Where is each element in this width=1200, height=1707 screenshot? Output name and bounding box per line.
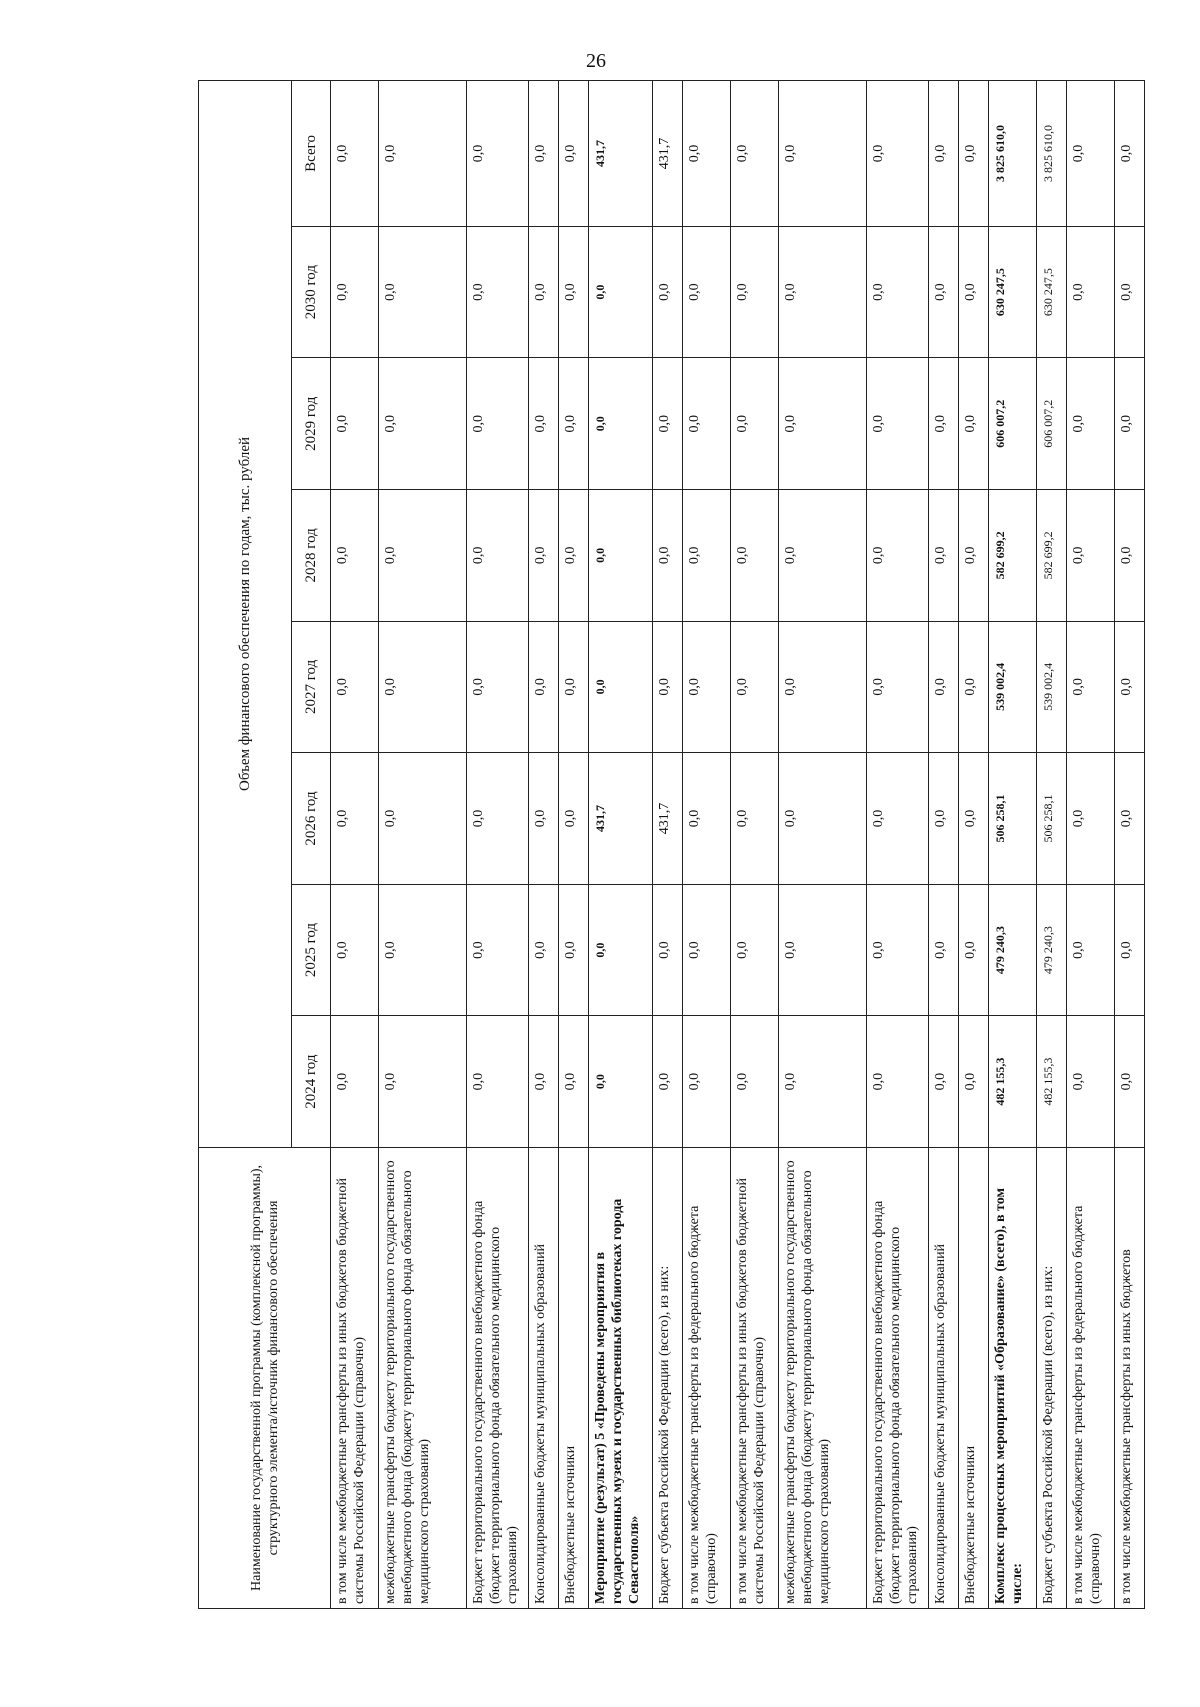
value-cell: 3 825 610,0 [989,81,1037,227]
value-cell: 0,0 [653,884,683,1016]
value-cell: 0,0 [529,1016,559,1148]
value-cell: 0,0 [959,226,989,358]
value-cell: 0,0 [559,1016,589,1148]
value-cell: 0,0 [529,226,559,358]
value-cell: 0,0 [331,358,379,490]
value-cell: 0,0 [1115,81,1145,227]
value-cell: 431,7 [653,753,683,885]
value-cell: 0,0 [929,358,959,490]
row-label: Бюджет субъекта Российской Федерации (всего), из них: [1037,1147,1067,1608]
value-cell: 0,0 [529,621,559,753]
value-cell: 479 240,3 [1037,884,1067,1016]
value-cell: 506 258,1 [989,753,1037,885]
value-cell: 0,0 [529,81,559,227]
value-cell: 0,0 [1067,884,1115,1016]
year-header-7: 2030 год [292,226,331,358]
value-cell: 0,0 [779,884,867,1016]
row-label: межбюджетные трансферты бюджету территориального государственного внебюджетного фонда (бюджету территориального фонда обязательного медицинского страхования) [779,1147,867,1608]
value-cell: 0,0 [731,226,779,358]
value-cell: 0,0 [683,621,731,753]
name-column-header: Наименование государственной программы (комплексной программы), структурного элемента/источник финансового обеспечения [199,1147,331,1608]
value-cell: 0,0 [589,621,653,753]
year-header-3: 2026 год [292,753,331,885]
value-cell: 539 002,4 [989,621,1037,753]
value-cell: 0,0 [379,226,467,358]
table-row [683,81,731,1609]
value-cell: 0,0 [1067,621,1115,753]
table-row [1067,81,1115,1609]
value-cell: 582 699,2 [989,490,1037,622]
value-cell: 0,0 [779,358,867,490]
value-cell: 0,0 [959,884,989,1016]
value-cell: 0,0 [959,81,989,227]
value-cell: 0,0 [331,490,379,622]
value-cell: 0,0 [867,884,929,1016]
row-label: межбюджетные трансферты бюджету территориального государственного внебюджетного фонда (бюджету территориального фонда обязательного медицинского страхования) [379,1147,467,1608]
value-cell: 0,0 [929,490,959,622]
value-cell: 0,0 [529,358,559,490]
value-cell: 479 240,3 [989,884,1037,1016]
table-row [989,81,1037,1609]
value-cell: 0,0 [959,490,989,622]
funding-group-header: Объем финансового обеспечения по годам, тыс. рублей [199,81,292,1148]
value-cell: 582 699,2 [1037,490,1067,622]
value-cell: 0,0 [559,753,589,885]
table-row [379,81,467,1609]
table-row [867,81,929,1609]
table-row [331,81,379,1609]
value-cell: 0,0 [959,753,989,885]
value-cell: 0,0 [779,490,867,622]
value-cell: 0,0 [589,226,653,358]
value-cell: 0,0 [1067,81,1115,227]
row-label: Консолидированные бюджеты муниципальных образований [529,1147,559,1608]
row-label: Внебюджетные источники [559,1147,589,1608]
value-cell: 0,0 [331,621,379,753]
value-cell: 0,0 [683,81,731,227]
value-cell: 0,0 [683,753,731,885]
value-cell: 0,0 [683,358,731,490]
page-number: 26 [586,50,606,72]
value-cell: 0,0 [1067,226,1115,358]
row-label: Комплекс процессных мероприятий «Образование» (всего), в том числе: [989,1147,1037,1608]
value-cell: 0,0 [559,226,589,358]
value-cell: 0,0 [731,1016,779,1148]
value-cell: 431,7 [653,81,683,227]
value-cell: 539 002,4 [1037,621,1067,753]
value-cell: 0,0 [683,490,731,622]
value-cell: 0,0 [731,81,779,227]
value-cell: 0,0 [867,358,929,490]
value-cell: 0,0 [959,1016,989,1148]
table-row [1115,81,1145,1609]
value-cell: 0,0 [559,358,589,490]
value-cell: 482 155,3 [1037,1016,1067,1148]
table-row [559,81,589,1609]
table-row [529,81,559,1609]
value-cell: 0,0 [379,884,467,1016]
value-cell: 0,0 [467,753,529,885]
value-cell: 0,0 [731,753,779,885]
value-cell: 0,0 [929,226,959,358]
value-cell: 0,0 [653,358,683,490]
value-cell: 0,0 [1067,753,1115,885]
value-cell: 630 247,5 [1037,226,1067,358]
value-cell: 0,0 [653,226,683,358]
value-cell: 0,0 [467,621,529,753]
value-cell: 0,0 [529,884,559,1016]
value-cell: 0,0 [589,358,653,490]
value-cell: 0,0 [379,1016,467,1148]
value-cell: 0,0 [731,621,779,753]
value-cell: 0,0 [779,621,867,753]
value-cell: 0,0 [559,490,589,622]
value-cell: 0,0 [867,753,929,885]
value-cell: 0,0 [929,1016,959,1148]
year-header-6: 2029 год [292,358,331,490]
value-cell: 0,0 [683,884,731,1016]
value-cell: 0,0 [331,1016,379,1148]
value-cell: 0,0 [379,621,467,753]
value-cell: 0,0 [779,81,867,227]
value-cell: 0,0 [929,753,959,885]
value-cell: 0,0 [467,358,529,490]
value-cell: 0,0 [779,1016,867,1148]
value-cell: 0,0 [467,490,529,622]
table-row [929,81,959,1609]
year-header-2: 2025 год [292,884,331,1016]
value-cell: 0,0 [559,81,589,227]
value-cell: 0,0 [379,81,467,227]
value-cell: 0,0 [529,753,559,885]
row-label: Мероприятие (результат) 5 «Проведены мероприятия в государственных музеях и государственных библиотеках города Севастополя» [589,1147,653,1608]
table-row [1037,81,1067,1609]
value-cell: 0,0 [1115,1016,1145,1148]
value-cell: 0,0 [779,753,867,885]
row-label: в том числе межбюджетные трансферты из федерального бюджета (справочно) [683,1147,731,1608]
value-cell: 3 825 610,0 [1037,81,1067,227]
value-cell: 0,0 [1115,621,1145,753]
value-cell: 0,0 [467,884,529,1016]
value-cell: 0,0 [959,621,989,753]
value-cell: 0,0 [867,621,929,753]
value-cell: 0,0 [653,1016,683,1148]
value-cell: 606 007,2 [1037,358,1067,490]
value-cell: 0,0 [589,490,653,622]
value-cell: 0,0 [1115,884,1145,1016]
value-cell: 0,0 [559,884,589,1016]
value-cell: 0,0 [331,81,379,227]
value-cell: 0,0 [1115,753,1145,885]
value-cell: 0,0 [779,226,867,358]
value-cell: 0,0 [467,1016,529,1148]
value-cell: 506 258,1 [1037,753,1067,885]
value-cell: 0,0 [731,884,779,1016]
value-cell: 0,0 [929,621,959,753]
financing-table [198,80,1145,1609]
value-cell: 0,0 [529,490,559,622]
value-cell: 0,0 [1115,358,1145,490]
value-cell: 431,7 [589,81,653,227]
value-cell: 0,0 [867,490,929,622]
table-row [959,81,989,1609]
row-label: Консолидированные бюджеты муниципальных образований [929,1147,959,1608]
value-cell: 0,0 [959,358,989,490]
value-cell: 0,0 [683,1016,731,1148]
value-cell: 0,0 [731,358,779,490]
value-cell: 431,7 [589,753,653,885]
value-cell: 0,0 [653,490,683,622]
value-cell: 0,0 [331,753,379,885]
value-cell: 606 007,2 [989,358,1037,490]
value-cell: 0,0 [929,884,959,1016]
value-cell: 0,0 [1067,358,1115,490]
table-row [653,81,683,1609]
row-label: Бюджет территориального государственного внебюджетного фонда (бюджет территориального фонда обязательного медицинского страхования) [867,1147,929,1608]
value-cell: 0,0 [467,81,529,227]
value-cell: 0,0 [379,490,467,622]
value-cell: 0,0 [331,226,379,358]
value-cell: 0,0 [867,81,929,227]
value-cell: 0,0 [379,358,467,490]
table-row [779,81,867,1609]
value-cell: 0,0 [1067,490,1115,622]
value-cell: 0,0 [379,753,467,885]
table-row [731,81,779,1609]
value-cell: 0,0 [589,1016,653,1148]
row-label: Бюджет субъекта Российской Федерации (всего), из них: [653,1147,683,1608]
table-row [589,81,653,1609]
value-cell: 0,0 [867,226,929,358]
value-cell: 0,0 [929,81,959,227]
row-label: в том числе межбюджетные трансферты из иных бюджетов бюджетной системы Российской Федерации (справочно) [731,1147,779,1608]
value-cell: 0,0 [467,226,529,358]
value-cell: 0,0 [331,884,379,1016]
financing-table-body [331,81,1145,1609]
value-cell: 0,0 [1115,226,1145,358]
value-cell: 0,0 [589,884,653,1016]
year-header-5: 2028 год [292,490,331,622]
value-cell: 0,0 [867,1016,929,1148]
year-header-1: 2024 год [292,1016,331,1148]
table-row [467,81,529,1609]
row-label: в том числе межбюджетные трансферты из иных бюджетов [1115,1147,1145,1608]
row-label: в том числе межбюджетные трансферты из федерального бюджета (справочно) [1067,1147,1115,1608]
value-cell: 630 247,5 [989,226,1037,358]
value-cell: 0,0 [559,621,589,753]
year-header-4: 2027 год [292,621,331,753]
row-label: Внебюджетные источники [959,1147,989,1608]
value-cell: 0,0 [683,226,731,358]
value-cell: 0,0 [731,490,779,622]
value-cell: 0,0 [1115,490,1145,622]
year-header-8: Всего [292,81,331,227]
value-cell: 482 155,3 [989,1016,1037,1148]
value-cell: 0,0 [653,621,683,753]
row-label: Бюджет территориального государственного внебюджетного фонда (бюджет территориального фонда обязательного медицинского страхования) [467,1147,529,1608]
value-cell: 0,0 [1067,1016,1115,1148]
row-label: в том числе межбюджетные трансферты из иных бюджетов бюджетной системы Российской Федерации (справочно) [331,1147,379,1608]
